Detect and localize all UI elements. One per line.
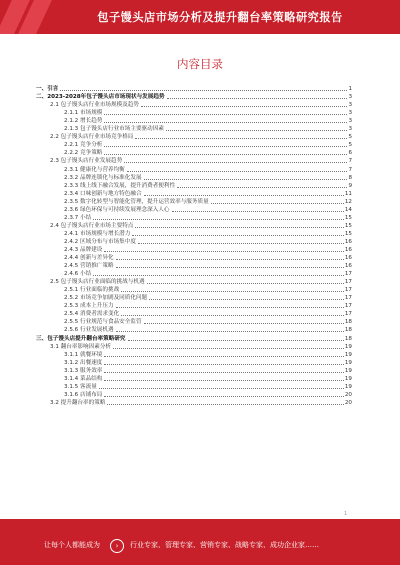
toc-entry[interactable] bbox=[36, 214, 352, 222]
toc-entry[interactable] bbox=[36, 399, 352, 407]
toc-entry-label: 2.1.3 包子馒头店行业市场主要驱动因素 bbox=[64, 126, 164, 133]
toc-entry-page: 17 bbox=[344, 303, 352, 310]
toc-leader-dots bbox=[135, 227, 343, 228]
toc-entry-page: 19 bbox=[344, 359, 352, 366]
toc-entry[interactable] bbox=[36, 230, 352, 238]
toc-entry-page: 18 bbox=[344, 319, 352, 326]
toc-leader-dots bbox=[149, 299, 344, 300]
toc-entry[interactable] bbox=[36, 174, 352, 182]
toc-entry-label: 2.3.7 小结 bbox=[64, 214, 92, 221]
toc-entry-label: 2.4.5 营销推广策略 bbox=[64, 263, 114, 270]
toc-entry-page: 15 bbox=[344, 214, 352, 221]
toc-entry-page: 9 bbox=[348, 182, 352, 189]
toc-entry-page: 17 bbox=[344, 279, 352, 286]
toc-entry-label: 2.4.3 品牌建设 bbox=[64, 246, 103, 253]
toc-leader-dots bbox=[104, 114, 347, 115]
toc-entry-label: 2.4.2 区域分布与市场集中度 bbox=[64, 238, 136, 245]
toc-entry[interactable] bbox=[36, 302, 352, 310]
toc-entry-label: 2.1.2 增长趋势 bbox=[64, 118, 103, 125]
toc-leader-dots bbox=[116, 307, 344, 308]
toc-entry[interactable] bbox=[36, 222, 352, 230]
toc-leader-dots bbox=[93, 219, 344, 220]
toc-entry[interactable] bbox=[36, 157, 352, 165]
toc-leader-dots bbox=[116, 259, 344, 260]
toc-entry-label: 二、2023-2028年包子馒头店市场现状与发展趋势 bbox=[36, 94, 165, 101]
toc-leader-dots bbox=[135, 138, 347, 139]
toc-leader-dots bbox=[141, 106, 347, 107]
toc-entry[interactable] bbox=[36, 359, 352, 367]
toc-entry-page: 3 bbox=[348, 110, 352, 117]
toc-entry-page: 18 bbox=[344, 335, 352, 342]
toc-entry[interactable] bbox=[36, 286, 352, 294]
toc-entry-label: 2.2.2 竞争策略 bbox=[64, 150, 103, 157]
toc-entry[interactable] bbox=[36, 318, 352, 326]
toc-leader-dots bbox=[104, 372, 343, 373]
toc-entry-page: 20 bbox=[344, 391, 352, 398]
toc-entry-page: 1 bbox=[348, 86, 352, 93]
toc-leader-dots bbox=[172, 211, 344, 212]
toc-entry-page: 19 bbox=[344, 375, 352, 382]
toc-entry-page: 6 bbox=[348, 150, 352, 157]
toc-leader-dots bbox=[127, 171, 348, 172]
toc-entry[interactable] bbox=[36, 182, 352, 190]
toc-entry[interactable] bbox=[36, 375, 352, 383]
toc-entry[interactable] bbox=[36, 206, 352, 214]
toc-entry[interactable] bbox=[36, 117, 352, 125]
toc-entry[interactable] bbox=[36, 109, 352, 117]
toc-entry-label: 3.1.6 店铺布局 bbox=[64, 391, 103, 398]
arrow-right-icon: › bbox=[110, 539, 124, 553]
toc-entry-label: 2.3.5 数字化转型与智能化管理，提升运营效率与服务质量 bbox=[64, 198, 209, 205]
toc-leader-dots bbox=[104, 364, 343, 365]
toc-entry-page: 11 bbox=[344, 190, 352, 197]
toc-entry-page: 7 bbox=[348, 158, 352, 165]
toc-leader-dots bbox=[144, 323, 344, 324]
toc-entry[interactable] bbox=[36, 391, 352, 399]
toc-leader-dots bbox=[107, 404, 343, 405]
footer-slogan-left: 让每个人都能成为 bbox=[44, 541, 100, 549]
toc-entry-page: 19 bbox=[344, 343, 352, 350]
toc-entry-label: 三、包子馒头店提升翻台率策略研究 bbox=[36, 335, 126, 342]
toc-entry[interactable] bbox=[36, 101, 352, 109]
toc-entry[interactable] bbox=[36, 141, 352, 149]
toc-entry-page: 15 bbox=[344, 222, 352, 229]
toc-entry-label: 2.3.2 品牌连锁化与标准化发展 bbox=[64, 174, 142, 181]
toc-entry-page: 17 bbox=[344, 311, 352, 318]
toc-entry-label: 2.4.6 小结 bbox=[64, 271, 92, 278]
toc-entry[interactable] bbox=[36, 133, 352, 141]
toc-entry[interactable] bbox=[36, 190, 352, 198]
toc-entry-page: 16 bbox=[344, 255, 352, 262]
toc-entry-label: 2.4 包子馒头店行业市场主要特点 bbox=[50, 222, 134, 229]
toc-entry-page: 7 bbox=[348, 166, 352, 173]
toc-entry[interactable] bbox=[36, 334, 352, 342]
toc-entry-page: 5 bbox=[348, 134, 352, 141]
toc-entry-page: 19 bbox=[344, 367, 352, 374]
toc-leader-dots bbox=[104, 251, 343, 252]
toc-entry-label: 2.4.1 市场规模与增长潜力 bbox=[64, 230, 131, 237]
report-footer-bar bbox=[0, 519, 400, 565]
toc-entry-label: 2.3.6 绿色环保与可持续发展理念深入人心 bbox=[64, 206, 170, 213]
toc-entry-page: 5 bbox=[348, 142, 352, 149]
toc-entry-page: 3 bbox=[348, 94, 352, 101]
toc-leader-dots bbox=[104, 380, 343, 381]
table-of-contents bbox=[36, 85, 352, 407]
toc-leader-dots bbox=[60, 90, 347, 91]
toc-leader-dots bbox=[147, 283, 344, 284]
toc-entry-label: 2.5.3 成本上升压力 bbox=[64, 303, 114, 310]
report-title: 包子馒头店市场分析及提升翻台率策略研究报告 bbox=[97, 11, 343, 24]
toc-entry-page: 14 bbox=[344, 206, 352, 213]
toc-entry-page: 19 bbox=[344, 351, 352, 358]
toc-entry-page: 12 bbox=[344, 198, 352, 205]
toc-entry-page: 16 bbox=[344, 246, 352, 253]
toc-entry-label: 2.4.4 创新与差异化 bbox=[64, 255, 114, 262]
toc-entry-label: 2.5.4 消费者需求变化 bbox=[64, 311, 120, 318]
toc-leader-dots bbox=[104, 146, 347, 147]
toc-entry-label: 2.5.1 行业面临的挑战 bbox=[64, 287, 120, 294]
page-number: 1 bbox=[344, 511, 348, 517]
toc-entry-label: 2.2.1 竞争分析 bbox=[64, 142, 103, 149]
toc-leader-dots bbox=[177, 187, 347, 188]
toc-entry-label: 3.1.3 服务效率 bbox=[64, 367, 103, 374]
toc-entry-page: 3 bbox=[348, 126, 352, 133]
toc-entry-label: 2.3.4 口味创新与地方特色融合 bbox=[64, 190, 142, 197]
toc-leader-dots bbox=[138, 243, 344, 244]
toc-entry-label: 2.5.6 行业发展机遇 bbox=[64, 327, 114, 334]
toc-entry[interactable] bbox=[36, 351, 352, 359]
toc-leader-dots bbox=[211, 203, 344, 204]
toc-entry-label: 2.3.1 健康化与营养均衡 bbox=[64, 166, 125, 173]
toc-entry-label: 2.5.2 市场竞争加剧及同质化问题 bbox=[64, 295, 148, 302]
toc-entry[interactable] bbox=[36, 343, 352, 351]
toc-entry[interactable] bbox=[36, 93, 352, 101]
toc-leader-dots bbox=[99, 388, 344, 389]
toc-entry-label: 3.1.1 就餐环境 bbox=[64, 351, 103, 358]
toc-entry[interactable] bbox=[36, 85, 352, 93]
toc-entry-page: 17 bbox=[344, 271, 352, 278]
toc-leader-dots bbox=[132, 235, 344, 236]
toc-entry-page: 17 bbox=[344, 295, 352, 302]
toc-leader-dots bbox=[104, 396, 343, 397]
toc-entry[interactable] bbox=[36, 262, 352, 270]
toc-entry-page: 17 bbox=[344, 287, 352, 294]
toc-entry[interactable] bbox=[36, 254, 352, 262]
toc-entry[interactable] bbox=[36, 310, 352, 318]
toc-entry[interactable] bbox=[36, 238, 352, 246]
toc-entry[interactable] bbox=[36, 246, 352, 254]
toc-leader-dots bbox=[93, 275, 344, 276]
toc-entry-label: 2.1.1 市场规模 bbox=[64, 110, 103, 117]
toc-leader-dots bbox=[144, 179, 348, 180]
report-header-bar bbox=[0, 0, 400, 34]
toc-entry-label: 2.2 包子馒头店行业市场竞争格局 bbox=[50, 134, 134, 141]
toc-entry-label: 2.1 包子馒头店行业市场规模及趋势 bbox=[50, 102, 139, 109]
toc-entry[interactable] bbox=[36, 165, 352, 173]
toc-entry[interactable] bbox=[36, 278, 352, 286]
toc-entry-page: 3 bbox=[348, 102, 352, 109]
toc-entry[interactable] bbox=[36, 270, 352, 278]
toc-entry-label: 2.5.5 行业规范与食品安全监管 bbox=[64, 319, 142, 326]
toc-entry-label: 2.3.3 线上线下融合发展，提升消费者便利性 bbox=[64, 182, 176, 189]
toc-entry[interactable] bbox=[36, 383, 352, 391]
toc-leader-dots bbox=[116, 267, 344, 268]
footer-slogan-right: 行业专家、管理专家、营销专家、战略专家、成功企业家…… bbox=[130, 541, 319, 549]
toc-leader-dots bbox=[104, 122, 347, 123]
toc-entry[interactable] bbox=[36, 149, 352, 157]
toc-leader-dots bbox=[116, 331, 344, 332]
toc-leader-dots bbox=[144, 195, 344, 196]
toc-leader-dots bbox=[104, 154, 347, 155]
toc-leader-dots bbox=[113, 348, 344, 349]
toc-entry-page: 20 bbox=[344, 399, 352, 406]
toc-entry-label: 3.1.2 出餐速度 bbox=[64, 359, 103, 366]
toc-leader-dots bbox=[128, 340, 344, 341]
toc-heading: 内容目录 bbox=[177, 57, 223, 71]
toc-entry[interactable] bbox=[36, 294, 352, 302]
toc-leader-dots bbox=[121, 291, 344, 292]
toc-entry-label: 3.2 提升翻台率的策略 bbox=[50, 399, 106, 406]
toc-entry[interactable] bbox=[36, 198, 352, 206]
toc-entry[interactable] bbox=[36, 125, 352, 133]
toc-leader-dots bbox=[124, 162, 347, 163]
toc-leader-dots bbox=[121, 315, 344, 316]
toc-leader-dots bbox=[104, 356, 343, 357]
toc-entry-page: 8 bbox=[348, 174, 352, 181]
toc-entry[interactable] bbox=[36, 367, 352, 375]
toc-entry-label: 3.1.4 菜品结构 bbox=[64, 375, 103, 382]
toc-entry-page: 16 bbox=[344, 263, 352, 270]
toc-entry-page: 15 bbox=[344, 230, 352, 237]
toc-entry-page: 16 bbox=[344, 238, 352, 245]
toc-entry-page: 3 bbox=[348, 118, 352, 125]
toc-leader-dots bbox=[167, 98, 348, 99]
toc-entry-label: 2.5 包子馒头店行业面临的挑战与机遇 bbox=[50, 279, 145, 286]
toc-entry[interactable] bbox=[36, 326, 352, 334]
toc-entry-label: 2.3 包子馒头店行业发展趋势 bbox=[50, 158, 123, 165]
toc-entry-label: 3.1.5 客流量 bbox=[64, 383, 97, 390]
toc-entry-label: 一、引言 bbox=[36, 86, 59, 93]
toc-entry-label: 3.1 翻台率影响因素分析 bbox=[50, 343, 112, 350]
toc-entry-page: 18 bbox=[344, 327, 352, 334]
toc-entry-page: 19 bbox=[344, 383, 352, 390]
toc-leader-dots bbox=[166, 130, 348, 131]
